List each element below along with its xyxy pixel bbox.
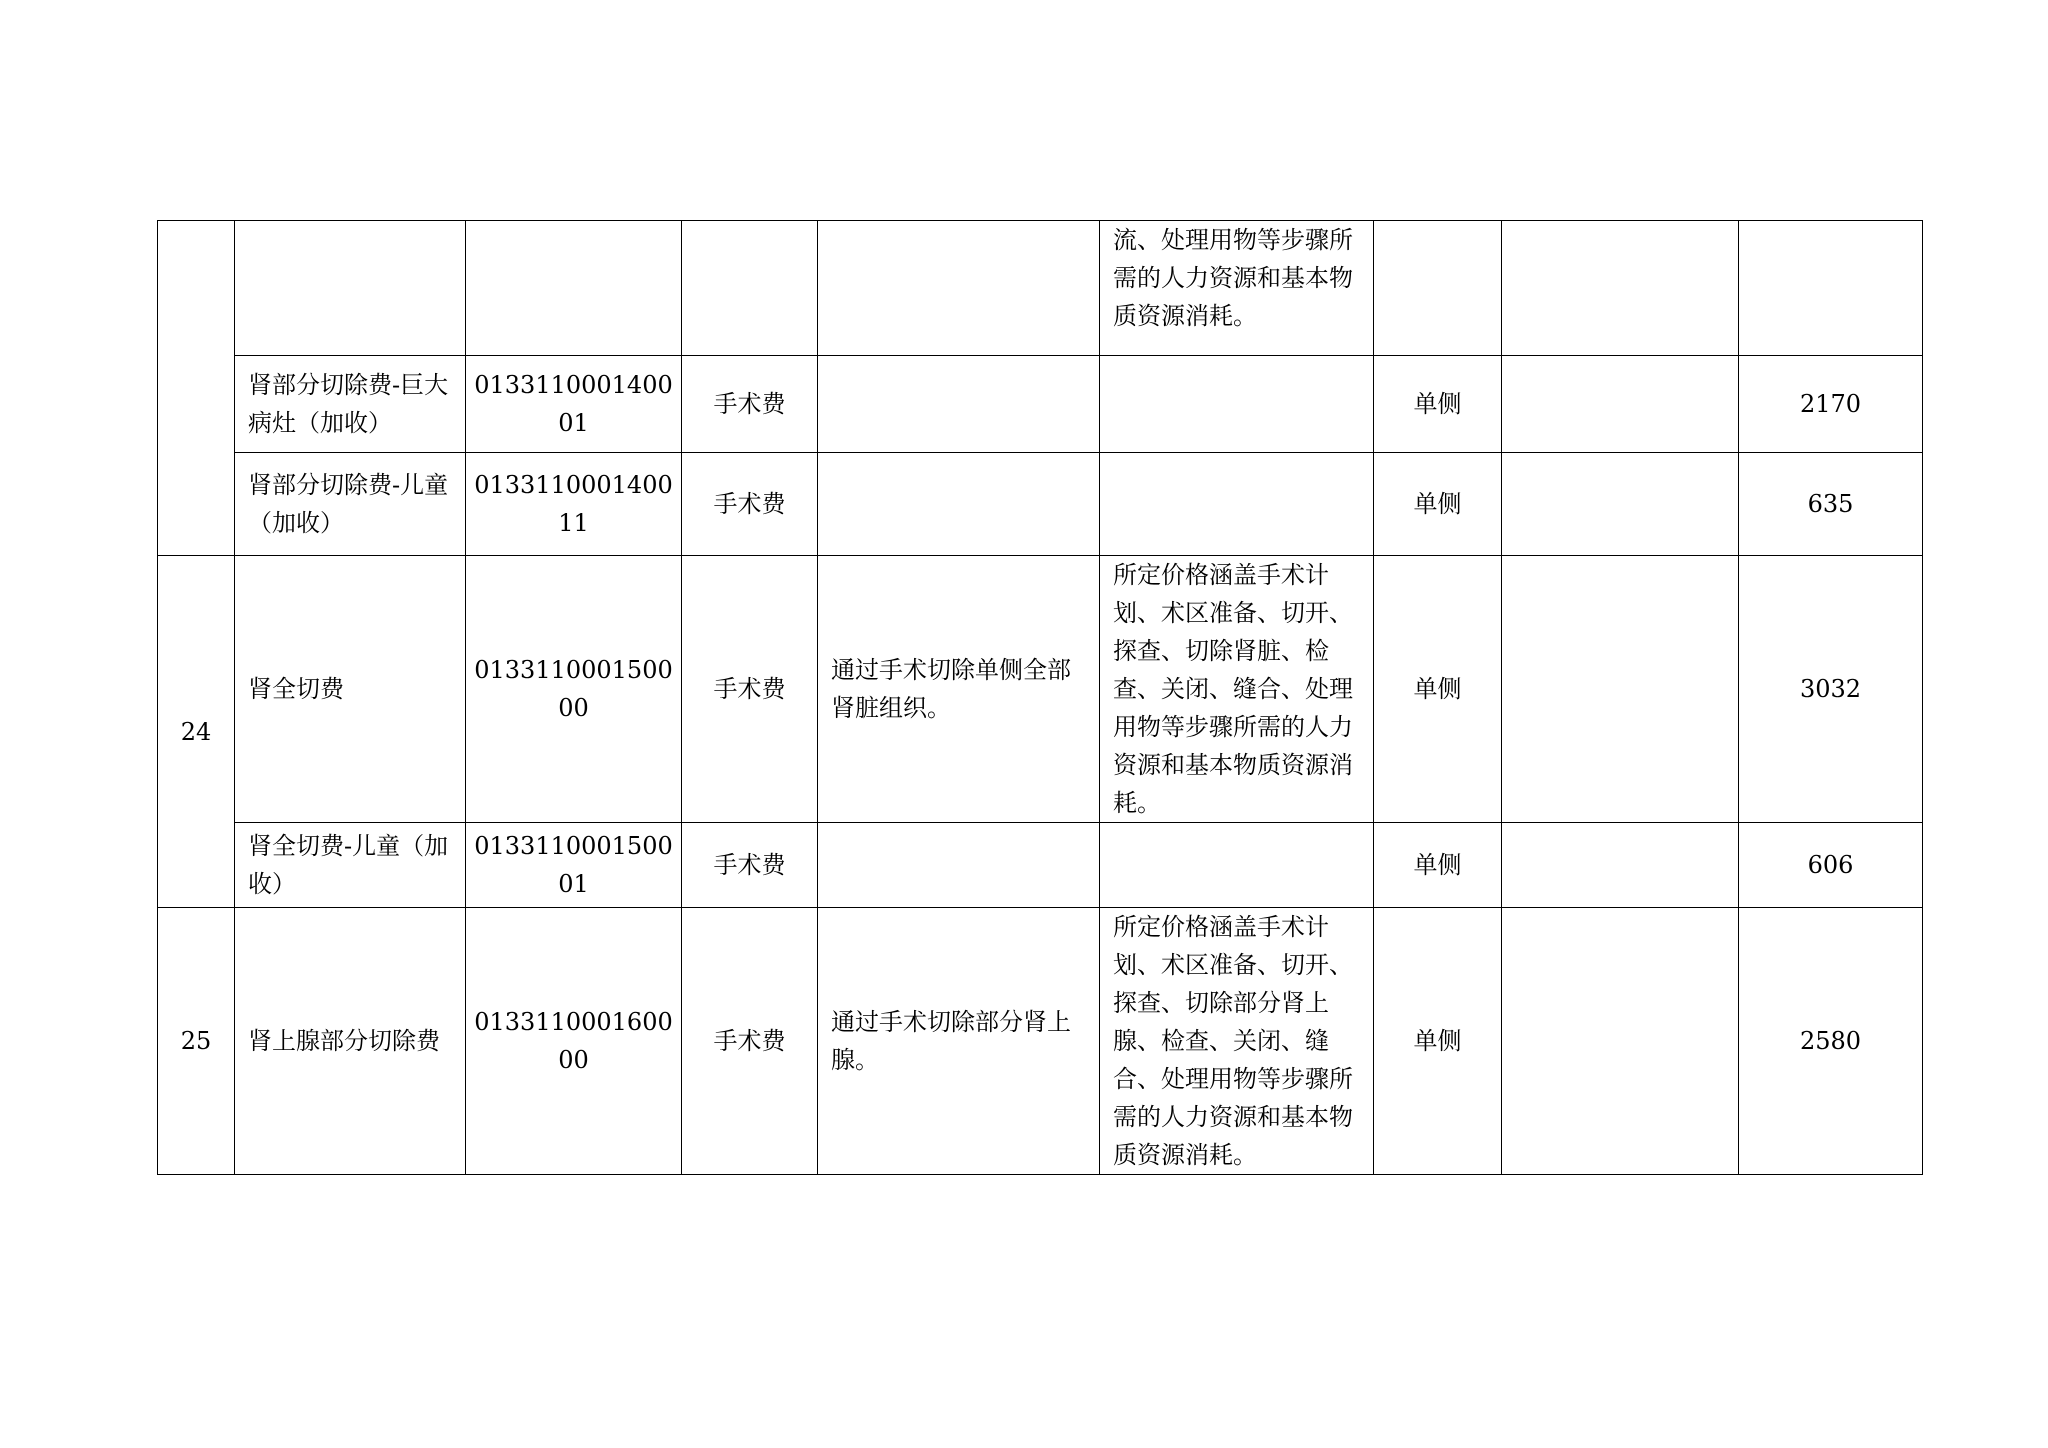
unit-cell: 单侧 xyxy=(1374,823,1502,908)
service-connotation-cell: 通过手术切除部分肾上腺。 xyxy=(818,908,1100,1175)
service-connotation-cell xyxy=(818,356,1100,453)
note-cell xyxy=(1502,453,1739,556)
service-connotation-cell xyxy=(818,453,1100,556)
fee-category-cell: 手术费 xyxy=(682,908,818,1175)
table-row xyxy=(158,453,1923,556)
service-connotation-cell xyxy=(818,221,1100,356)
item-code-cell: 013311000140001 xyxy=(466,356,682,453)
price-scope-cell: 所定价格涵盖手术计划、术区准备、切开、探查、切除肾脏、检查、关闭、缝合、处理用物等步骤所需的人力资源和基本物质资源消耗。 xyxy=(1100,556,1374,823)
price-cell xyxy=(1739,221,1923,356)
unit-cell: 单侧 xyxy=(1374,556,1502,823)
item-name-cell: 肾部分切除费-儿童（加收） xyxy=(235,453,466,556)
item-name-cell: 肾全切费-儿童（加收） xyxy=(235,823,466,908)
item-code-cell: 013311000160000 xyxy=(466,908,682,1175)
table-row xyxy=(158,221,1923,356)
price-cell: 3032 xyxy=(1739,556,1923,823)
note-cell xyxy=(1502,356,1739,453)
unit-cell: 单侧 xyxy=(1374,908,1502,1175)
price-scope-cell: 所定价格涵盖手术计划、术区准备、切开、探查、切除部分肾上腺、检查、关闭、缝合、处理用物等步骤所需的人力资源和基本物质资源消耗。 xyxy=(1100,908,1374,1175)
seq-cell xyxy=(158,221,235,556)
fee-category-cell: 手术费 xyxy=(682,556,818,823)
note-cell xyxy=(1502,823,1739,908)
table-row xyxy=(158,356,1923,453)
fee-table xyxy=(157,220,1923,1175)
note-cell xyxy=(1502,908,1739,1175)
item-name-cell: 肾全切费 xyxy=(235,556,466,823)
item-code-cell: 013311000150001 xyxy=(466,823,682,908)
item-name-cell: 肾上腺部分切除费 xyxy=(235,908,466,1175)
price-scope-cell xyxy=(1100,453,1374,556)
price-scope-cell xyxy=(1100,823,1374,908)
item-code-cell: 013311000140011 xyxy=(466,453,682,556)
unit-cell: 单侧 xyxy=(1374,356,1502,453)
fee-category-cell xyxy=(682,221,818,356)
item-code-cell: 013311000150000 xyxy=(466,556,682,823)
fee-category-cell: 手术费 xyxy=(682,356,818,453)
table-row xyxy=(158,823,1923,908)
price-cell: 2170 xyxy=(1739,356,1923,453)
price-cell: 606 xyxy=(1739,823,1923,908)
item-name-cell xyxy=(235,221,466,356)
note-cell xyxy=(1502,221,1739,356)
unit-cell xyxy=(1374,221,1502,356)
price-cell: 2580 xyxy=(1739,908,1923,1175)
service-connotation-cell: 通过手术切除单侧全部肾脏组织。 xyxy=(818,556,1100,823)
table-row xyxy=(158,908,1923,1175)
table-row xyxy=(158,556,1923,823)
item-name-cell: 肾部分切除费-巨大病灶（加收） xyxy=(235,356,466,453)
price-scope-cell: 流、处理用物等步骤所需的人力资源和基本物质资源消耗。 xyxy=(1100,221,1374,356)
price-cell: 635 xyxy=(1739,453,1923,556)
service-connotation-cell xyxy=(818,823,1100,908)
price-scope-cell xyxy=(1100,356,1374,453)
unit-cell: 单侧 xyxy=(1374,453,1502,556)
note-cell xyxy=(1502,556,1739,823)
fee-category-cell: 手术费 xyxy=(682,823,818,908)
seq-cell: 25 xyxy=(158,908,235,1175)
item-code-cell xyxy=(466,221,682,356)
fee-category-cell: 手术费 xyxy=(682,453,818,556)
seq-cell: 24 xyxy=(158,556,235,908)
